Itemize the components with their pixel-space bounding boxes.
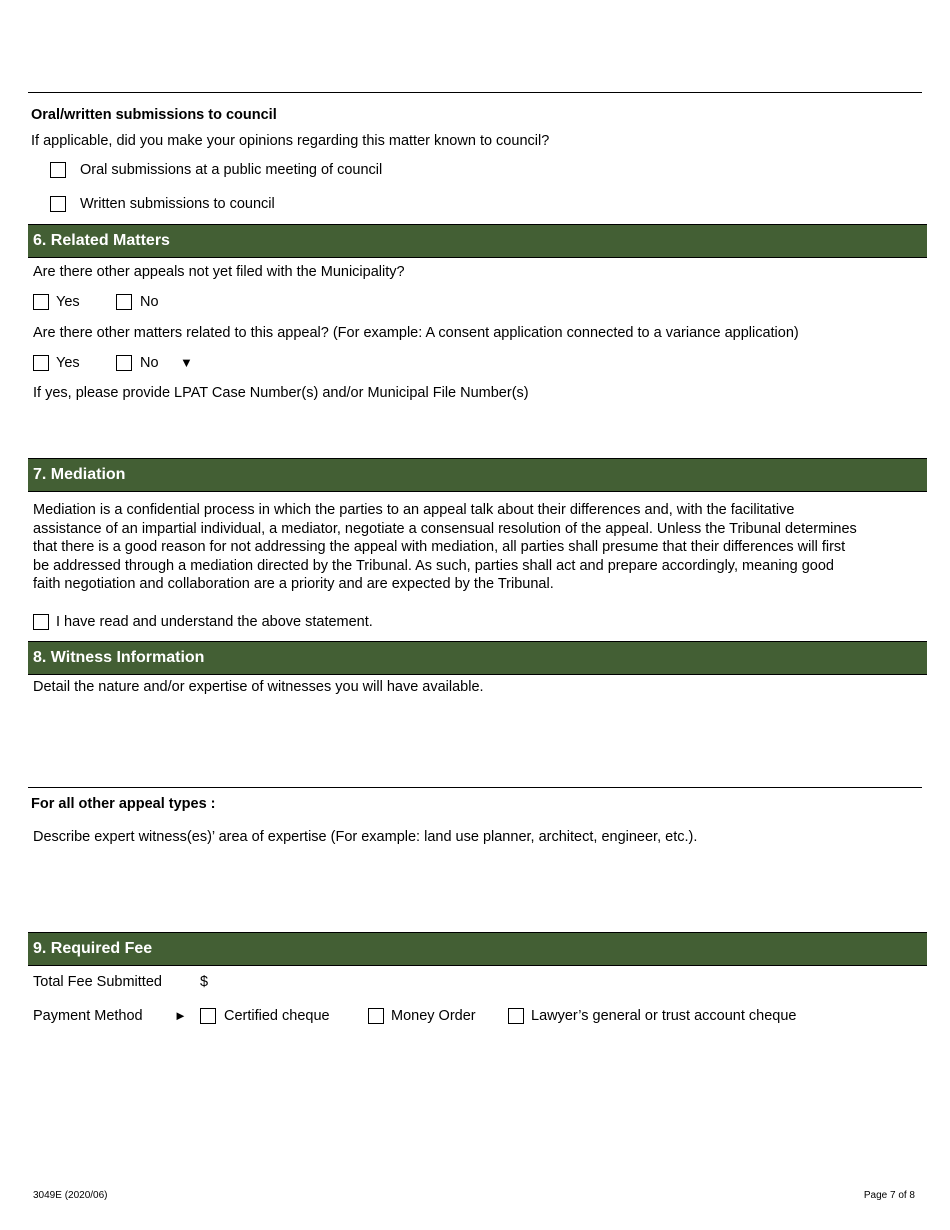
other-appeals-yes-checkbox[interactable] xyxy=(33,294,49,310)
other-appeals-no-label: No xyxy=(140,294,159,310)
related-matters-yes-label: Yes xyxy=(56,355,80,371)
oral-written-question: If applicable, did you make your opinions regarding this matter known to council? xyxy=(31,133,550,149)
mediation-line: Mediation is a confidential process in which the parties to an appeal talk about their differences and, with the facilitative xyxy=(33,502,795,518)
oral-submissions-checkbox[interactable] xyxy=(50,162,66,178)
mediation-acknowledge-label: I have read and understand the above statement. xyxy=(56,614,373,630)
other-appeals-yes-label: Yes xyxy=(56,294,80,310)
related-matters-yes-checkbox[interactable] xyxy=(33,355,49,371)
witness-prompt: Detail the nature and/or expertise of witnesses you will have available. xyxy=(33,679,484,695)
other-appeals-question: Are there other appeals not yet filed with the Municipality? xyxy=(33,264,405,280)
section-witness-information: 8. Witness Information xyxy=(28,641,927,675)
related-matters-no-checkbox[interactable] xyxy=(116,355,132,371)
mediation-paragraph xyxy=(33,501,921,594)
certified-cheque-label: Certified cheque xyxy=(224,1008,330,1024)
lawyer-cheque-label: Lawyer’s general or trust account cheque xyxy=(531,1008,797,1024)
top-rule xyxy=(28,92,922,93)
payment-method-label: Payment Method xyxy=(33,1008,143,1024)
related-matters-no-label: No xyxy=(140,355,159,371)
certified-cheque-checkbox[interactable] xyxy=(200,1008,216,1024)
dropdown-arrow-icon: ▼ xyxy=(180,355,193,370)
page-number: Page 7 of 8 xyxy=(863,1190,915,1201)
other-appeals-no-checkbox[interactable] xyxy=(116,294,132,310)
written-submissions-checkbox[interactable] xyxy=(50,196,66,212)
form-id: 3049E (2020/06) xyxy=(33,1190,108,1201)
other-appeal-types-title: For all other appeal types : xyxy=(31,796,216,812)
mediation-line: be addressed through a mediation directed by the Tribunal. As such, parties shall act and prepare accordingly, meaning good xyxy=(33,557,834,574)
total-fee-label: Total Fee Submitted xyxy=(33,974,162,990)
right-arrow-icon: ► xyxy=(174,1008,187,1023)
money-order-checkbox[interactable] xyxy=(368,1008,384,1024)
money-order-label: Money Order xyxy=(391,1008,476,1024)
mediation-acknowledge-checkbox[interactable] xyxy=(33,614,49,630)
mediation-line: assistance of an impartial individual, a mediator, negotiate a consensual resolution of the appeal. Unless the Tribunal determines xyxy=(33,520,857,537)
mediation-line: that there is a good reason for not addressing the appeal with mediation, all parties shall presume that their differences will first xyxy=(33,539,846,556)
mediation-line: faith negotiation and collaboration are a priority and are expected by the Tribunal. xyxy=(33,576,554,593)
case-number-prompt: If yes, please provide LPAT Case Number(s) and/or Municipal File Number(s) xyxy=(33,385,529,401)
section-mediation: 7. Mediation xyxy=(28,458,927,492)
witness-divider xyxy=(28,787,922,788)
currency-symbol: $ xyxy=(200,974,209,990)
oral-submissions-label: Oral submissions at a public meeting of council xyxy=(80,162,383,178)
related-matters-question: Are there other matters related to this appeal? (For example: A consent application connected to a variance application) xyxy=(33,325,799,341)
expert-witness-prompt: Describe expert witness(es)’ area of expertise (For example: land use planner, architect, engineer, etc.). xyxy=(33,829,698,845)
section-required-fee: 9. Required Fee xyxy=(28,932,927,966)
lawyer-cheque-checkbox[interactable] xyxy=(508,1008,524,1024)
section-related-matters: 6. Related Matters xyxy=(28,224,927,258)
written-submissions-label: Written submissions to council xyxy=(80,196,275,212)
oral-written-title: Oral/written submissions to council xyxy=(31,107,277,123)
